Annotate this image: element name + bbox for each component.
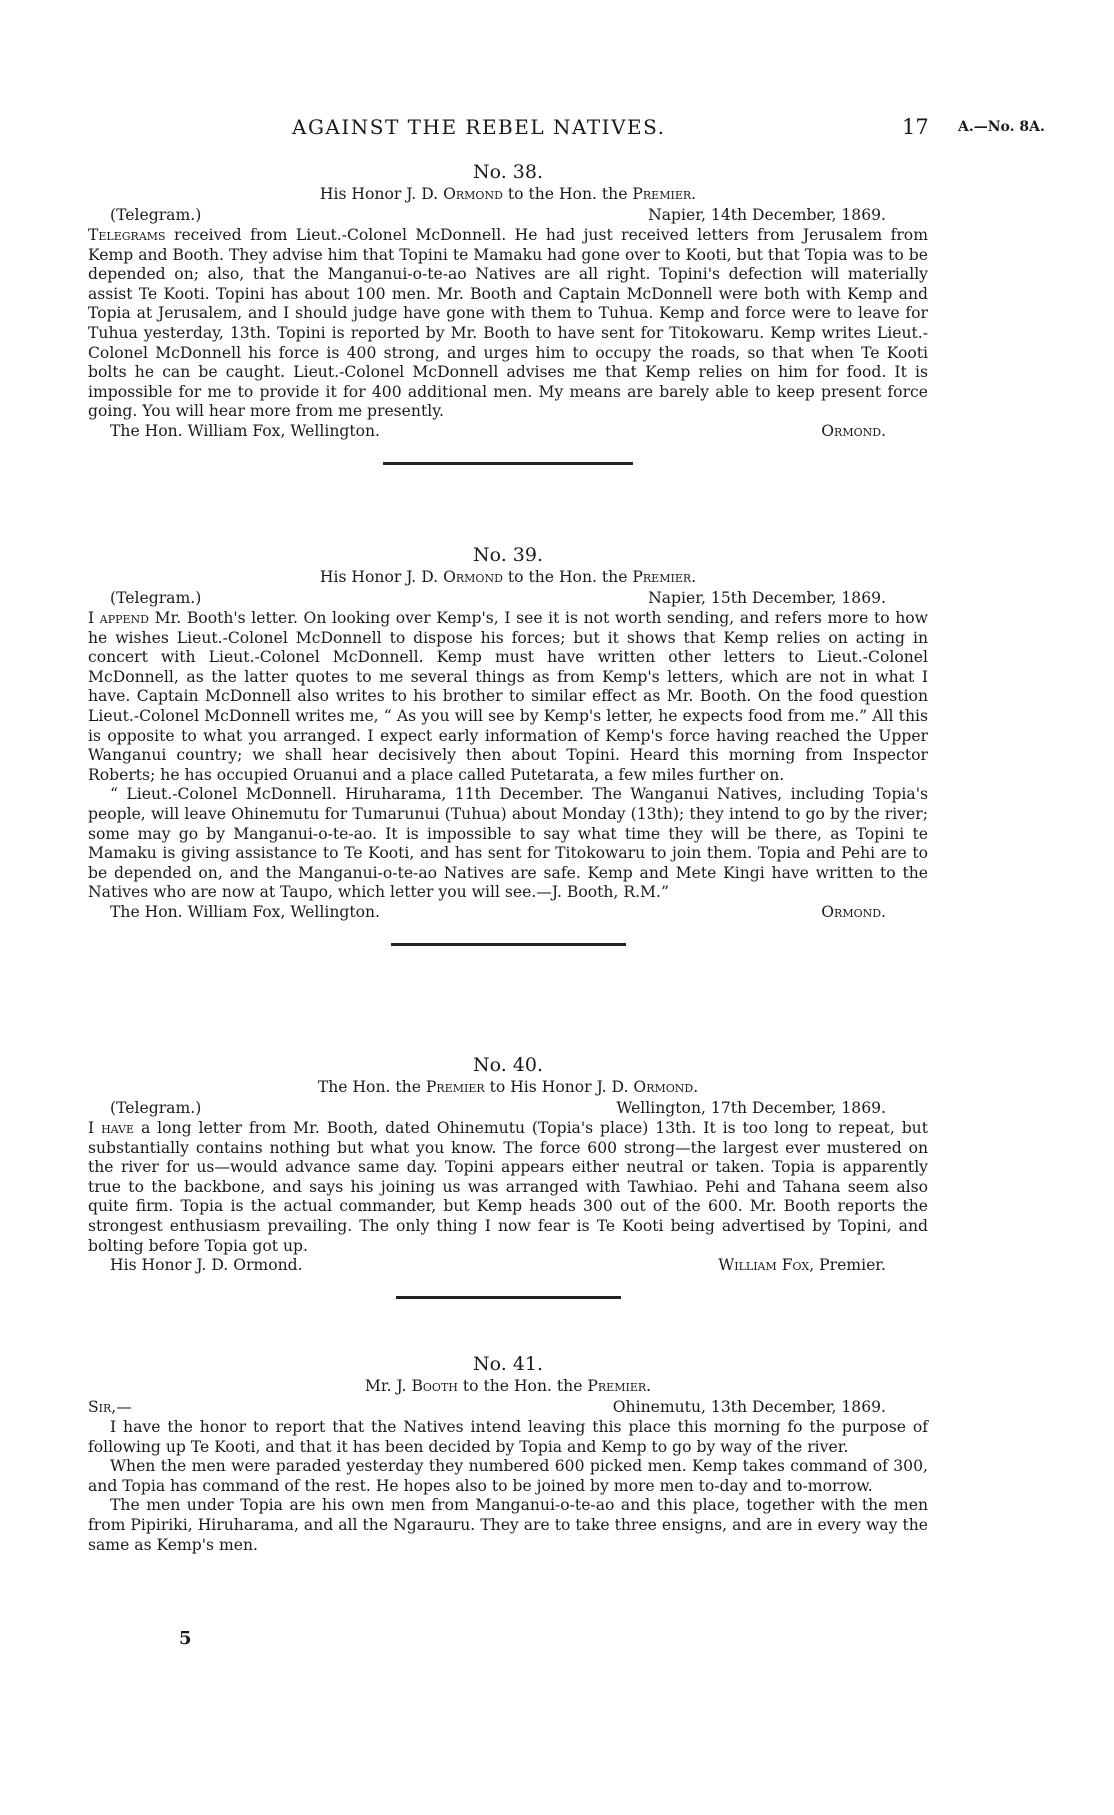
addressee: His Honor J. D. Ormond.	[110, 1256, 303, 1275]
section-heading: The Hon. the Premier to His Honor J. D. Ormond.	[317, 1078, 699, 1096]
section-divider	[383, 462, 633, 465]
message-type: (Telegram.)	[110, 589, 202, 607]
body-text: Telegrams received from Lieut.-Colonel McDonnell. He had just received letters from Jerusalem from Kemp and Booth. They advise him that Topini te Mamaku had gone over to Kooti, but that Topia was to be depended on; also, that the Manganui-o-te-ao Natives are all right. Topini's defection will materially assist Te Kooti. Topini has about 100 men. Mr. Booth and Captain McDonnell were both with Kemp and Topia at Jerusalem, and I should judge have gone with them to Tuhua. Kemp and force were to leave for Tuhua yesterday, 13th. Topini is reported by Mr. Booth to have sent for Titokowaru. Kemp writes Lieut.-Colonel McDonnell his force is 400 strong, and urges him to occupy the roads, so that when Te Kooti bolts he can be caught. Lieut.-Colonel McDonnell advises me that Kemp relies on him for food. It is impossible for me to provide it for 400 additional men. My means are barely able to keep present force going. You will hear more from me presently.	[88, 226, 928, 421]
dateline	[88, 206, 928, 226]
page-number: 17	[902, 115, 929, 139]
section-divider	[391, 943, 626, 946]
addressee: The Hon. William Fox, Wellington.	[110, 421, 381, 440]
page-header	[0, 115, 1114, 145]
dateline	[88, 589, 928, 609]
signature: Ormond.	[821, 902, 886, 921]
section-number: No. 38.	[472, 161, 544, 183]
section-no-40	[88, 1053, 928, 1299]
section-no-41	[88, 1352, 928, 1555]
body-paragraph: I have the honor to report that the Natives intend leaving this place this morning fo the purpose of following up Te Kooti, and that it has been decided by Topia and Kemp to go by way of the river.	[88, 1418, 928, 1456]
place-date: Napier, 15th December, 1869.	[648, 589, 886, 607]
addressee: The Hon. William Fox, Wellington.	[110, 902, 381, 921]
section-number: No. 39.	[472, 544, 544, 566]
signature-line	[88, 1256, 928, 1276]
dateline	[88, 1099, 928, 1119]
place-date: Ohinemutu, 13th December, 1869.	[612, 1398, 886, 1416]
section-divider	[396, 1296, 621, 1299]
body-paragraph: The men under Topia are his own men from Manganui-o-te-ao and this place, together with the men from Pipiriki, Hiruharama, and all the Ngarauru. They are to take three ensigns, and are in every way the same as Kemp's men.	[88, 1496, 928, 1554]
running-title: AGAINST THE REBEL NATIVES.	[292, 115, 666, 139]
signature-mark: 5	[179, 1628, 192, 1649]
signature: William Fox, Premier.	[718, 1256, 886, 1275]
signature-line	[88, 422, 928, 442]
place-date: Wellington, 17th December, 1869.	[616, 1099, 886, 1117]
signature: Ormond.	[821, 421, 886, 440]
section-heading: Mr. J. Booth to the Hon. the Premier.	[364, 1377, 652, 1395]
body-paragraph: When the men were paraded yesterday they numbered 600 picked men. Kemp takes command of 300, and Topia has command of the rest. He hopes also to be joined by more men to-day and to-morrow.	[88, 1457, 928, 1495]
message-type: (Telegram.)	[110, 206, 202, 224]
section-no-39	[88, 543, 928, 946]
message-type: (Telegram.)	[110, 1099, 202, 1117]
dateline	[88, 1398, 928, 1418]
body-text: I append Mr. Booth's letter. On looking over Kemp's, I see it is not worth sending, and refers more to how he wishes Lieut.-Colonel McDonnell to dispose his forces; but it shows that Kemp relies on acting in concert with Lieut.-Colonel McDonnell. Kemp must have written other letters to Lieut.-Colonel McDonnell, as the latter quotes to me several things as from Kemp's letters, which are not in what I have. Captain McDonnell also writes to his brother to similar effect as Mr. Booth. On the food question Lieut.-Colonel McDonnell writes me, “ As you will see by Kemp's letter, he expects food from me.” All this is opposite to what you arranged. I expect early information of Kemp's force having reached the Upper Wanganui country; we shall hear decisively then about Topini. Heard this morning from Inspector Roberts; he has occupied Oruanui and a place called Putetarata, a few miles further on.	[88, 609, 928, 784]
section-number: No. 41.	[472, 1353, 544, 1375]
section-number: No. 40.	[472, 1054, 544, 1076]
section-heading: His Honor J. D. Ormond to the Hon. the Premier.	[319, 185, 697, 203]
place-date: Napier, 14th December, 1869.	[648, 206, 886, 224]
salutation: Sir,—	[88, 1398, 132, 1416]
quoted-letter: “ Lieut.-Colonel McDonnell. Hiruharama, 11th December. The Wanganui Natives, including Topia's people, will leave Ohinemutu for Tumarunui (Tuhua) about Monday (13th); they intend to go by the river; some may go by Manganui-o-te-ao. It is impossible to say what time they will be there, as Topini te Mamaku is giving assistance to Te Kooti, and has sent for Titokowaru to join them. Topia and Pehi are to be depended on, and the Manganui-o-te-ao Natives are safe. Kemp and Mete Kingi have written to the Natives who are now at Taupo, which letter you will see.—J. Booth, R.M.”	[88, 785, 928, 902]
body-text: I have a long letter from Mr. Booth, dated Ohinemutu (Topia's place) 13th. It is too long to repeat, but substantially contains nothing but what you know. The force 600 strong—the largest ever mustered on the river for us—would advance same day. Topini appears either neutral or taken. Topia is apparently true to the backbone, and says his joining us was arranged with Tawhiao. Pehi and Tahana seem also quite firm. Topia is the actual commander, but Kemp heads 300 out of the 600. Mr. Booth reports the strongest enthusiasm prevailing. The only thing I now fear is Te Kooti being advertised by Topini, and bolting before Topia got up.	[88, 1119, 928, 1255]
signature-line	[88, 903, 928, 923]
section-no-38	[88, 160, 928, 465]
section-heading: His Honor J. D. Ormond to the Hon. the Premier.	[319, 568, 697, 586]
paper-reference: A.—No. 8A.	[958, 119, 1045, 135]
